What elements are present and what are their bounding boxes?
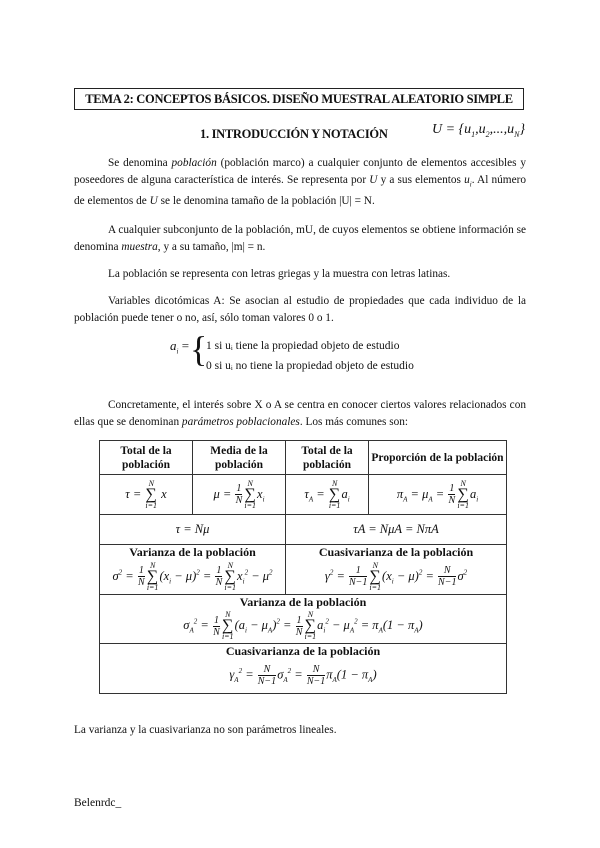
header-proportion: Proporción de la población — [369, 441, 507, 475]
paragraph-population: Se denomina población (población marco) a cualquier conjunto de elementos accesibles y poseedores de alguna característica de interés. Se representa por U y a sus elementos $u_i$. Al número de elementos de U se le denomina tamaño de la población |U| = N. — [74, 157, 527, 208]
author-signature: Belenrdc_ — [74, 797, 122, 809]
paragraph-nonlinear: La varianza y la cuasivarianza no son parámetros lineales. — [74, 724, 337, 736]
paragraph-dichotomous: Variables dicotómicas A: Se asocian al estudio de propiedades que cada individuo de la población puede tener o no, así, sólo toman valores 0 o 1. — [74, 295, 526, 324]
indicator-equation: $a_i$ = { 1 si uᵢ tiene la propiedad objeto de estudio 0 si uᵢ no tiene la propiedad objeto de estudio — [170, 329, 414, 372]
header-total-A: Total de la población — [286, 441, 369, 475]
formula-total: τ = N ∑ i=1 x — [100, 475, 193, 515]
quasivariance-heading: Cuasivarianza de la población — [286, 545, 507, 561]
parameters-table — [99, 440, 507, 694]
relation-total-mean: τ = Nμ — [100, 515, 286, 545]
variance-A-heading: Varianza de la población — [100, 594, 507, 610]
population-set-notation: $U = \{u_1,u_2,...,u_N\}$ — [432, 122, 526, 139]
relation-total-proportion: τA = NμA = NπA — [286, 515, 507, 545]
paragraph-parameters: Concretamente, el interés sobre X o A se centra en conocer ciertos valores relacionados con ellas que se denominan parámetros poblacionales. Los más comunes son: — [74, 399, 526, 428]
formula-quasivariance-A: $\gamma_A^2$ = $\frac{N}{N-1}$ $\sigma_A^2$ = $\frac{N}{N-1}$ $\pi_A(1 - \pi_A)$ — [100, 659, 507, 693]
header-mean: Media de la población — [193, 441, 286, 475]
paragraph-letters: La población se representa con letras griegas y la muestra con letras latinas. — [108, 268, 451, 280]
formula-variance: $\sigma^2$ = $\frac{1}{N}$ N ∑ $i=1(x_i - \mu)^2$ = $\frac{1}{N}$ N ∑ $i=1x_i^2 - \mu^2$ — [100, 560, 286, 594]
header-total: Total de la población — [100, 441, 193, 475]
section-heading: 1. INTRODUCCIÓN Y NOTACIÓN — [200, 127, 388, 141]
formula-mean: μ = $\frac{1}{N}$ N ∑ $i=1x_i$ — [193, 475, 286, 515]
formula-proportion: $\pi_A = \mu_A$ = $\frac{1}{N}$ N ∑ $i=1a_i$ — [369, 475, 507, 515]
formula-variance-A: $\sigma_A^2$ = $\frac{1}{N}$ N ∑ $i=1(a_i - \mu_A)^2$ = $\frac{1}{N}$ N ∑ $i=1a_i^2 - \mu_A^2 = \pi_A(1 - \pi_A)$ — [100, 610, 507, 644]
quasivariance-A-heading: Cuasivarianza de la población — [100, 644, 507, 660]
formula-quasivariance: $\gamma^2$ = $\frac{1}{N-1}$ N ∑ $i=1(x_i - \mu)^2$ = $\frac{N}{N-1}$ $\sigma^2$ — [286, 560, 507, 594]
paragraph-sample: A cualquier subconjunto de la población, mU, de cuyos elementos se obtiene información se denomina muestra, y a su tamaño, |m| = n. — [74, 224, 526, 253]
formula-total-A: $\tau_A = N$ ∑ $i=1a_i$ — [286, 475, 369, 515]
variance-heading: Varianza de la población — [100, 545, 286, 561]
document-title: TEMA 2: CONCEPTOS BÁSICOS. DISEÑO MUESTRAL ALEATORIO SIMPLE — [74, 88, 524, 110]
